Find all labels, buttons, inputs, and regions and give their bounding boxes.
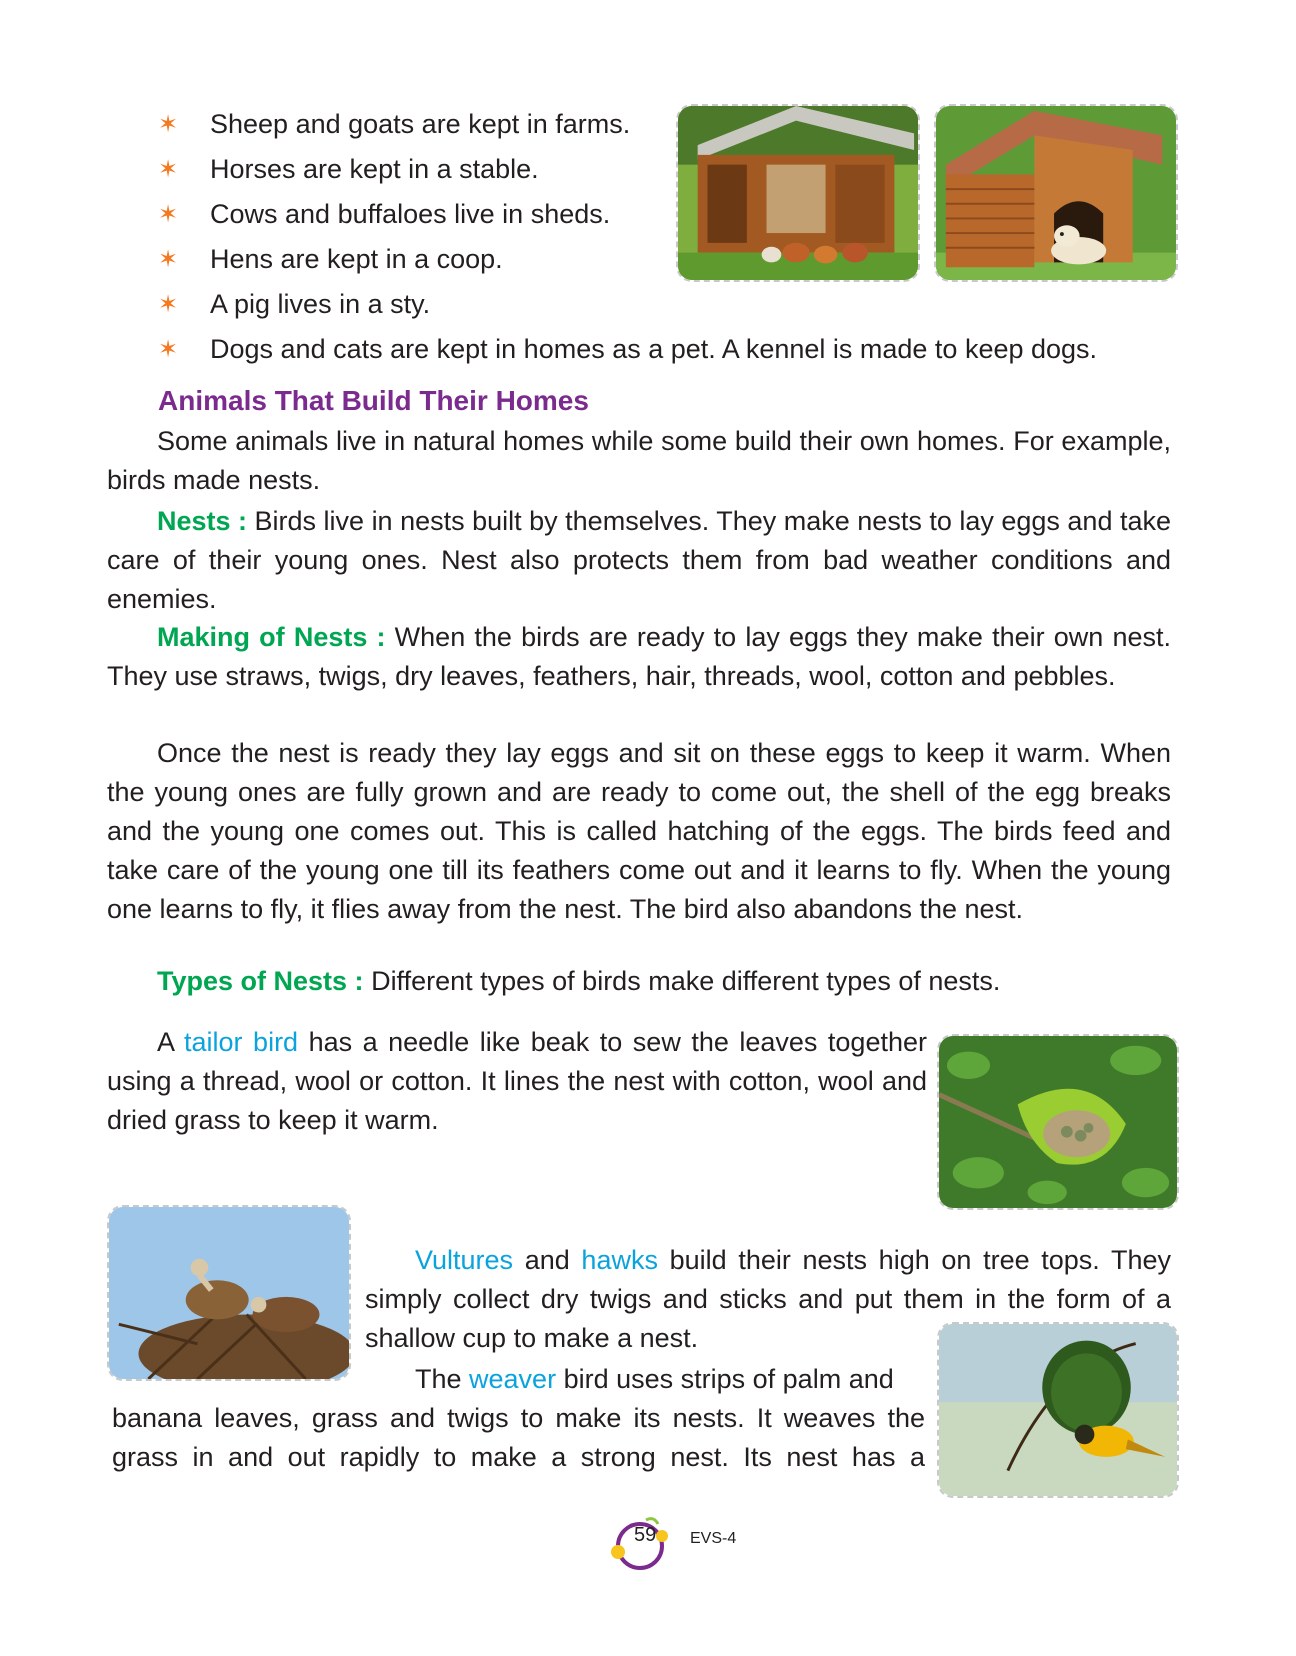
hawks-term: hawks xyxy=(581,1245,658,1275)
list-item: ✶ A pig lives in a sty. xyxy=(158,282,1097,327)
list-item: ✶ Horses are kept in a stable. xyxy=(158,147,1097,192)
hen-coop-photo xyxy=(676,104,920,282)
star-bullet-icon: ✶ xyxy=(158,291,179,318)
types-label: Types of Nests : xyxy=(157,966,364,996)
tailor-bird-nest-photo xyxy=(937,1034,1179,1210)
nests-label: Nests : xyxy=(157,506,248,536)
weaver-bird-nest-photo xyxy=(937,1322,1179,1498)
tailor-paragraph: A tailor bird has a needle like beak to sew the leaves together using a thread, wool or cotton. It lines the nest with cotton, wool and dried grass to keep it warm. xyxy=(107,1027,927,1135)
list-item: ✶ Sheep and goats are kept in farms. xyxy=(158,102,1097,147)
star-bullet-icon: ✶ xyxy=(158,201,179,228)
list-item: ✶ Hens are kept in a coop. xyxy=(158,237,1097,282)
section-heading: Animals That Build Their Homes xyxy=(158,385,589,416)
star-bullet-icon: ✶ xyxy=(158,336,179,363)
intro-paragraph: Some animals live in natural homes while some build their own homes. For example, birds made nests. xyxy=(107,426,1171,495)
dog-kennel-photo xyxy=(934,104,1178,282)
vultures-term: Vultures xyxy=(415,1245,514,1275)
list-item: ✶ Dogs and cats are kept in homes as a pet. A kennel is made to keep dogs. xyxy=(158,327,1097,372)
hatching-paragraph: Once the nest is ready they lay eggs and sit on these eggs to keep it warm. When the young ones are fully grown and are ready to come out, the shell of the egg breaks and the young one comes out. This is called hatching of the eggs. The birds feed and take care of the young one till its feathers come out and it learns to fly. When the young one learns to fly, it flies away from the nest. The bird also abandons the nest. xyxy=(107,738,1171,924)
list-item: ✶ Cows and buffaloes live in sheds. xyxy=(158,192,1097,237)
book-label: EVS-4 xyxy=(690,1530,737,1547)
page-number: 59 xyxy=(634,1524,657,1546)
making-label: Making of Nests : xyxy=(157,622,386,652)
weaver-paragraph-first-line: The weaver bird uses strips of palm and xyxy=(415,1364,894,1394)
weaver-term: weaver xyxy=(469,1364,557,1394)
vultures-paragraph: Vultures and hawks build their nests high on tree tops. They simply collect dry twigs and sticks and put them in the form of a shallow cup to make a nest. xyxy=(365,1245,1171,1353)
making-paragraph: Making of Nests : When the birds are ready to lay eggs they make their own nest. They use straws, twigs, dry leaves, feathers, hair, threads, wool, cotton and pebbles. xyxy=(107,622,1171,691)
tailor-bird-term: tailor bird xyxy=(184,1027,299,1057)
types-paragraph: Types of Nests : Different types of birds make different types of nests. xyxy=(157,966,1001,996)
weaver-paragraph: banana leaves, grass and twigs to make its nests. It weaves the grass in and out rapidly to make a strong nest. Its nest has a xyxy=(112,1403,925,1472)
nests-paragraph: Nests : Birds live in nests built by themselves. They make nests to lay eggs and take care of their young ones. Nest also protects them from bad weather conditions and enemies. xyxy=(107,506,1171,614)
star-bullet-icon: ✶ xyxy=(158,246,179,273)
vulture-nest-photo xyxy=(107,1205,351,1381)
star-bullet-icon: ✶ xyxy=(158,111,179,138)
star-bullet-icon: ✶ xyxy=(158,156,179,183)
